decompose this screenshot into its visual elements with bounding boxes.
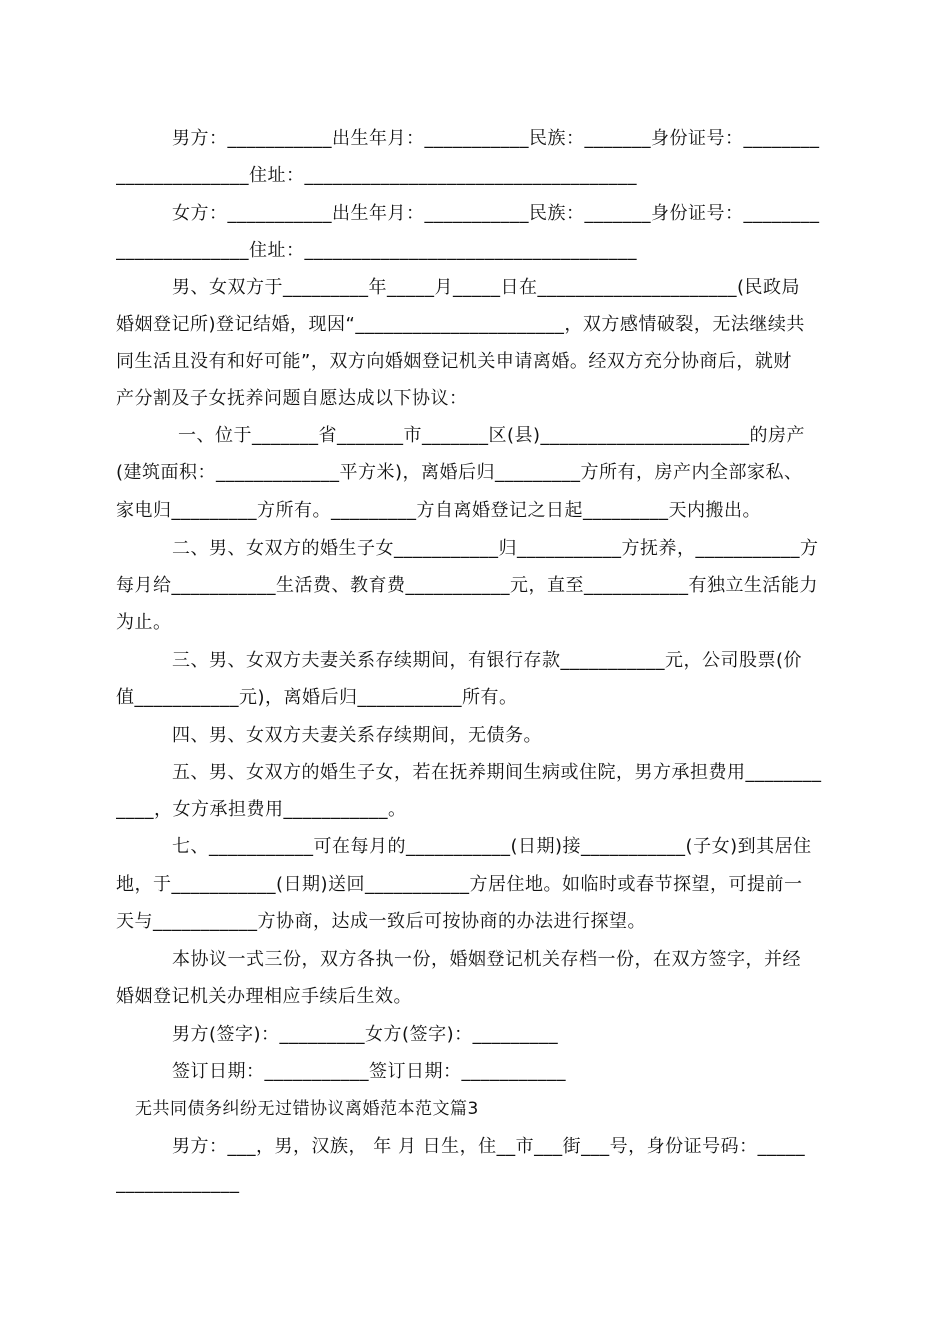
text-line: 女方：___________出生年月：___________民族：_______身份证号：________	[172, 203, 820, 224]
text-line: 男方：___，男，汉族， 年 月 日生，住__市___街___号，身份证号码：_____	[172, 1136, 806, 1157]
text-line: _____________	[116, 1173, 240, 1194]
text-line: 三、男、女双方夫妻关系存续期间，有银行存款___________元，公司股票(价	[172, 650, 803, 671]
text-line: ____，女方承担费用___________。	[116, 799, 407, 820]
text-line: 产分割及子女抚养问题自愿达成以下协议：	[116, 388, 468, 409]
text-line: 为止。	[116, 612, 172, 633]
text-line: 婚姻登记所)登记结婚，现因“______________________，双方感情破裂，无法继续共	[116, 314, 805, 335]
text-line: 地，于___________(日期)送回___________方居住地。如临时或春节探望，可提前一	[116, 874, 803, 895]
text-line: 男、女双方于_________年_____月_____日在_____________________(民政局	[172, 277, 801, 298]
text-line: ______________住址：___________________________________	[116, 165, 637, 186]
text-line: 一、位于_______省_______市_______区(县)______________________的房产	[178, 425, 806, 446]
text-line: 天与___________方协商，达成一致后可按协商的办法进行探望。	[116, 911, 646, 932]
text-line: 签订日期：___________签订日期：___________	[172, 1061, 566, 1082]
text-line: 五、男、女双方的婚生子女，若在抚养期间生病或住院，男方承担费用________	[172, 762, 822, 783]
text-line: 婚姻登记机关办理相应手续后生效。	[116, 986, 412, 1007]
text-line: 每月给___________生活费、教育费___________元，直至___________有独立生活能力	[116, 575, 818, 596]
text-line: 本协议一式三份，双方各执一份，婚姻登记机关存档一份，在双方签字，并经	[172, 949, 801, 970]
text-line: 家电归_________方所有。_________方自离婚登记之日起_________天内搬出。	[116, 500, 761, 521]
section-heading: 无共同债务纠纷无过错协议离婚范本范文篇3	[135, 1099, 479, 1119]
text-line: 七、___________可在每月的___________(日期)接___________(子女)到其居住	[172, 836, 812, 857]
text-line: (建筑面积：_____________平方米)，离婚后归_________方所有，房产内全部家私、	[116, 462, 803, 483]
text-line: 男方：___________出生年月：___________民族：_______身份证号：________	[172, 128, 820, 149]
text-line: ______________住址：___________________________________	[116, 240, 637, 261]
text-line: 同生活且没有和好可能”，双方向婚姻登记机关申请离婚。经双方充分协商后，就财	[116, 351, 792, 372]
text-line: 男方(签字)：_________女方(签字)：_________	[172, 1024, 559, 1045]
text-line: 二、男、女双方的婚生子女___________归___________方抚养，___________方	[172, 538, 819, 559]
text-line: 四、男、女双方夫妻关系存续期间，无债务。	[172, 725, 542, 746]
text-line: 值___________元)，离婚后归___________所有。	[116, 687, 518, 708]
